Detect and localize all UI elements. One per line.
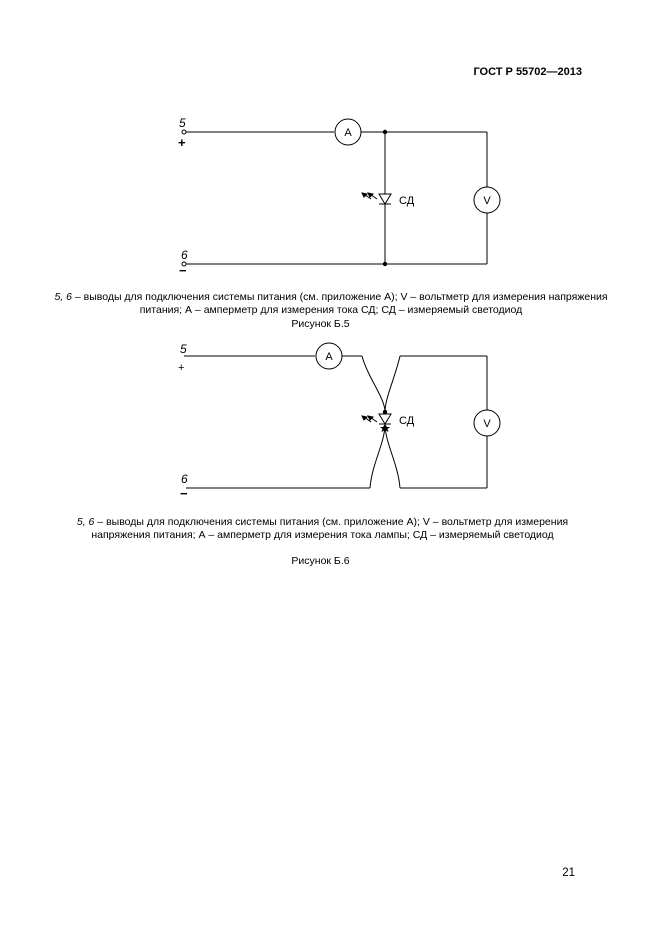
document-header: ГОСТ Р 55702—2013 <box>473 66 582 78</box>
terminal-5-label: 5 <box>180 342 187 356</box>
light-emission-arrows-icon <box>362 416 377 422</box>
minus-sign: − <box>179 263 187 278</box>
voltmeter-label: V <box>483 195 491 207</box>
ammeter-label: A <box>344 127 352 139</box>
junction-bottom-star <box>380 424 390 432</box>
figure-b6-title: Рисунок Б.6 <box>291 555 350 567</box>
caption-terms: 5, 6 <box>54 291 72 303</box>
circuit-diagram-b5 <box>0 110 661 280</box>
light-emission-arrows-icon <box>362 193 377 199</box>
caption-text: – выводы для подключения системы питания (см. приложение А); V – вольтметр для измерения напряжения питания; А – амперметр для измерения тока лампы; СД – измеряемый светодиод <box>91 516 569 541</box>
crossing-wire-right <box>385 356 400 488</box>
terminal-6-label: 6 <box>181 248 188 262</box>
caption-terms: 5, 6 <box>76 516 95 528</box>
led-symbol <box>379 414 391 424</box>
figure-b5-caption <box>46 291 616 317</box>
figure-b5-title: Рисунок Б.5 <box>291 318 350 330</box>
terminal-5 <box>182 130 186 134</box>
figure-b6-caption <box>70 516 575 542</box>
terminal-5-label: 5 <box>179 116 186 130</box>
led-label: СД <box>399 415 415 427</box>
plus-sign: + <box>178 135 186 150</box>
circuit-diagram-b6 <box>0 338 661 508</box>
plus-sign: + <box>178 362 185 374</box>
minus-sign: − <box>180 486 188 501</box>
ammeter-label: A <box>325 351 333 363</box>
page-number: 21 <box>562 867 575 879</box>
crossing-wire-left <box>362 356 385 488</box>
caption-text: – выводы для подключения системы питания (см. приложение А); V – вольтметр для измерения напряжения питания; А – амперметр для измерения тока СД; СД – измеряемый светодиод <box>71 291 608 316</box>
led-symbol <box>379 194 391 204</box>
led-label: СД <box>399 195 415 207</box>
terminal-6-label: 6 <box>181 472 188 486</box>
voltmeter-label: V <box>483 418 491 430</box>
